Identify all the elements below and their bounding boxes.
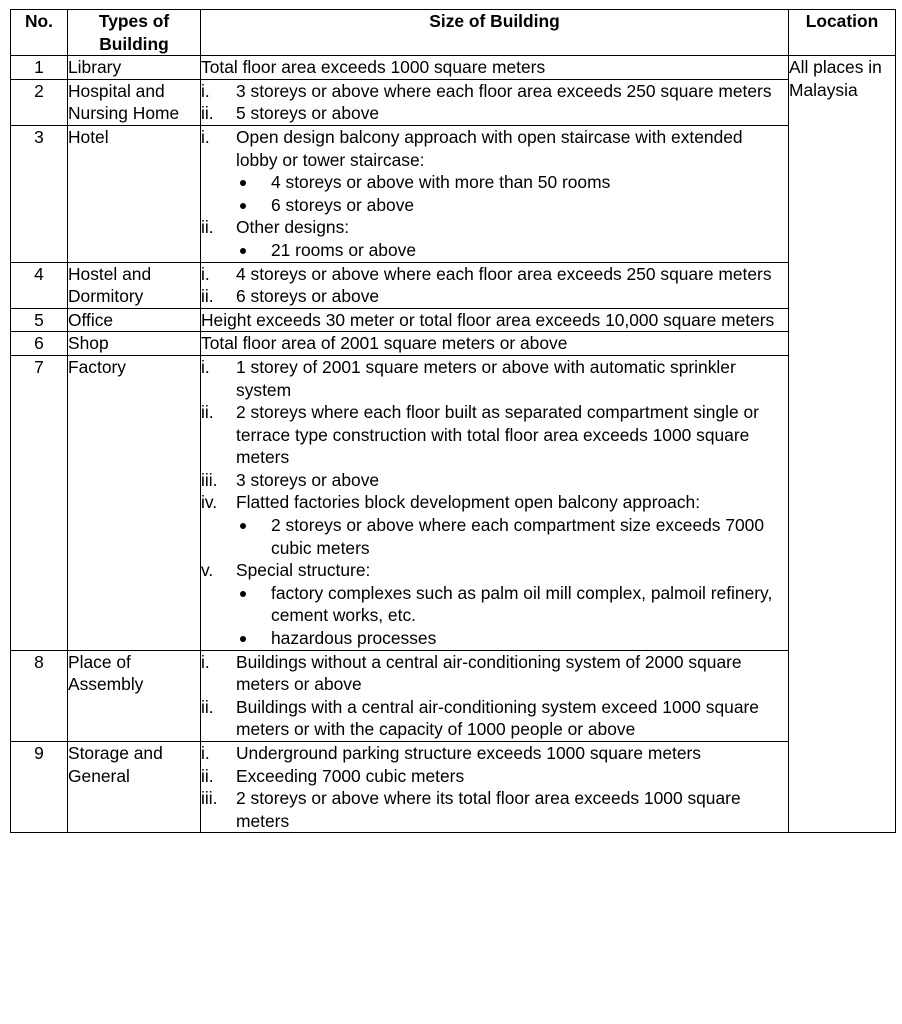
criteria-item-text: Open design balcony approach with open staircase with extended lobby or tower staircase: bbox=[236, 126, 743, 170]
criteria-sub-bullet bbox=[201, 239, 788, 262]
row-number: 6 bbox=[11, 332, 68, 356]
row-number: 4 bbox=[11, 262, 68, 308]
row-number: 5 bbox=[11, 308, 68, 332]
criteria-item-text: Buildings without a central air-conditioning system of 2000 square meters or above bbox=[236, 651, 742, 695]
table-row bbox=[11, 355, 896, 650]
building-type: Storage and General bbox=[68, 742, 201, 833]
criteria-item-numeral: i. bbox=[201, 263, 210, 284]
criteria-item-numeral: i. bbox=[201, 80, 210, 101]
building-size-criteria bbox=[201, 262, 789, 308]
criteria-item-text: Underground parking structure exceeds 1000 square meters bbox=[236, 743, 701, 763]
building-type: Factory bbox=[68, 355, 201, 650]
criteria-sub-bullet bbox=[201, 194, 788, 217]
bullet-icon bbox=[236, 194, 271, 217]
criteria-text: Total floor area exceeds 1000 square meters bbox=[201, 57, 546, 78]
building-size-criteria bbox=[201, 308, 789, 332]
table-row bbox=[11, 742, 896, 833]
criteria-item bbox=[201, 787, 788, 832]
header-row bbox=[11, 10, 896, 56]
criteria-item-numeral: ii. bbox=[201, 286, 214, 307]
row-number: 9 bbox=[11, 742, 68, 833]
criteria-item-text: 2 storeys where each floor built as separated compartment single or terrace type construction with total floor area exceeds 1000 square meters bbox=[236, 402, 759, 468]
building-type: Library bbox=[68, 56, 201, 80]
criteria-sub-bullet-text: 21 rooms or above bbox=[271, 239, 417, 260]
bullet-icon bbox=[236, 171, 271, 194]
criteria-item-text: 3 storeys or above bbox=[236, 469, 380, 490]
criteria-item bbox=[201, 80, 788, 103]
building-size-criteria bbox=[201, 125, 789, 262]
criteria-item-text: 5 storeys or above bbox=[236, 103, 380, 124]
criteria-sub-bullet bbox=[201, 627, 788, 650]
criteria-item bbox=[201, 263, 788, 286]
building-type: Hospital and Nursing Home bbox=[68, 79, 201, 125]
header-size-of-building: Size of Building bbox=[201, 10, 789, 56]
criteria-item-text: 2 storeys or above where its total floor area exceeds 1000 square meters bbox=[236, 788, 741, 831]
row-number: 2 bbox=[11, 79, 68, 125]
header-location: Location bbox=[789, 10, 896, 56]
criteria-item-numeral: i. bbox=[201, 651, 210, 672]
criteria-text: Height exceeds 30 meter or total floor area exceeds 10,000 square meters bbox=[201, 309, 775, 330]
criteria-sub-bullet bbox=[201, 171, 788, 194]
building-size-criteria bbox=[201, 79, 789, 125]
criteria-sub-bullet-text: 2 storeys or above where each compartment size exceeds 7000 cubic meters bbox=[271, 515, 765, 558]
criteria-item bbox=[201, 356, 788, 401]
building-size-criteria bbox=[201, 56, 789, 80]
header-no: No. bbox=[11, 10, 68, 56]
criteria-item bbox=[201, 742, 788, 765]
criteria-item-numeral: ii. bbox=[201, 217, 214, 238]
criteria-item-text: Flatted factories block development open balcony approach: bbox=[236, 492, 701, 513]
criteria-item bbox=[201, 285, 788, 308]
criteria-item-text: 4 storeys or above where each floor area exceeds 250 square meters bbox=[236, 263, 772, 284]
criteria-item-numeral: iv. bbox=[201, 492, 218, 513]
criteria-item-text: Other designs: bbox=[236, 217, 350, 238]
bullet-icon bbox=[236, 582, 271, 627]
criteria-item bbox=[201, 469, 788, 492]
criteria-item bbox=[201, 216, 788, 239]
criteria-item bbox=[201, 651, 788, 696]
building-type: Shop bbox=[68, 332, 201, 356]
table-row bbox=[11, 650, 896, 741]
criteria-item-numeral: ii. bbox=[201, 402, 214, 423]
criteria-item bbox=[201, 102, 788, 125]
table-row bbox=[11, 79, 896, 125]
bullet-icon bbox=[236, 239, 271, 262]
criteria-item bbox=[201, 126, 788, 171]
table-row bbox=[11, 332, 896, 356]
criteria-item-numeral: ii. bbox=[201, 765, 214, 786]
criteria-item-numeral: v. bbox=[201, 560, 214, 581]
header-types-of-building: Types of Building bbox=[68, 10, 201, 56]
bullet-icon bbox=[236, 627, 271, 650]
criteria-item-numeral: i. bbox=[201, 356, 210, 377]
criteria-sub-bullet-text: 6 storeys or above bbox=[271, 194, 415, 215]
criteria-item-numeral: iii. bbox=[201, 469, 218, 490]
criteria-item bbox=[201, 559, 788, 582]
building-size-criteria bbox=[201, 650, 789, 741]
criteria-item-numeral: ii. bbox=[201, 696, 214, 717]
criteria-sub-bullet-text: hazardous processes bbox=[271, 628, 437, 649]
building-type: Office bbox=[68, 308, 201, 332]
criteria-item bbox=[201, 696, 788, 741]
criteria-item-numeral: ii. bbox=[201, 103, 214, 124]
criteria-sub-bullet bbox=[201, 514, 788, 559]
table-row bbox=[11, 56, 896, 80]
building-size-criteria bbox=[201, 332, 789, 356]
row-number: 7 bbox=[11, 355, 68, 650]
criteria-item-text: 1 storey of 2001 square meters or above with automatic sprinkler system bbox=[236, 356, 736, 400]
table-row bbox=[11, 308, 896, 332]
building-size-criteria bbox=[201, 742, 789, 833]
criteria-sub-bullet-text: 4 storeys or above with more than 50 rooms bbox=[271, 172, 611, 193]
location-cell: All places in Malaysia bbox=[789, 56, 896, 833]
criteria-item bbox=[201, 401, 788, 469]
criteria-item bbox=[201, 491, 788, 514]
criteria-item-text: 3 storeys or above where each floor area exceeds 250 square meters bbox=[236, 80, 772, 101]
criteria-item-text: 6 storeys or above bbox=[236, 286, 380, 307]
criteria-item-text: Buildings with a central air-conditioning system exceed 1000 square meters or with the capacity of 1000 people or above bbox=[236, 696, 759, 740]
criteria-item bbox=[201, 765, 788, 788]
table-row bbox=[11, 262, 896, 308]
criteria-item-numeral: iii. bbox=[201, 788, 218, 809]
criteria-item-numeral: i. bbox=[201, 126, 210, 147]
criteria-text: Total floor area of 2001 square meters or above bbox=[201, 333, 568, 354]
criteria-sub-bullet bbox=[201, 582, 788, 627]
bullet-icon bbox=[236, 514, 271, 559]
table-row bbox=[11, 125, 896, 262]
building-type: Hotel bbox=[68, 125, 201, 262]
criteria-item-text: Exceeding 7000 cubic meters bbox=[236, 765, 465, 786]
row-number: 8 bbox=[11, 650, 68, 741]
building-type: Hostel and Dormitory bbox=[68, 262, 201, 308]
criteria-item-text: Special structure: bbox=[236, 560, 371, 581]
building-type: Place of Assembly bbox=[68, 650, 201, 741]
criteria-item-numeral: i. bbox=[201, 743, 210, 763]
building-requirements-table bbox=[10, 9, 896, 833]
criteria-sub-bullet-text: factory complexes such as palm oil mill complex, palmoil refinery, cement works, etc. bbox=[271, 582, 773, 626]
row-number: 3 bbox=[11, 125, 68, 262]
row-number: 1 bbox=[11, 56, 68, 80]
building-size-criteria bbox=[201, 355, 789, 650]
